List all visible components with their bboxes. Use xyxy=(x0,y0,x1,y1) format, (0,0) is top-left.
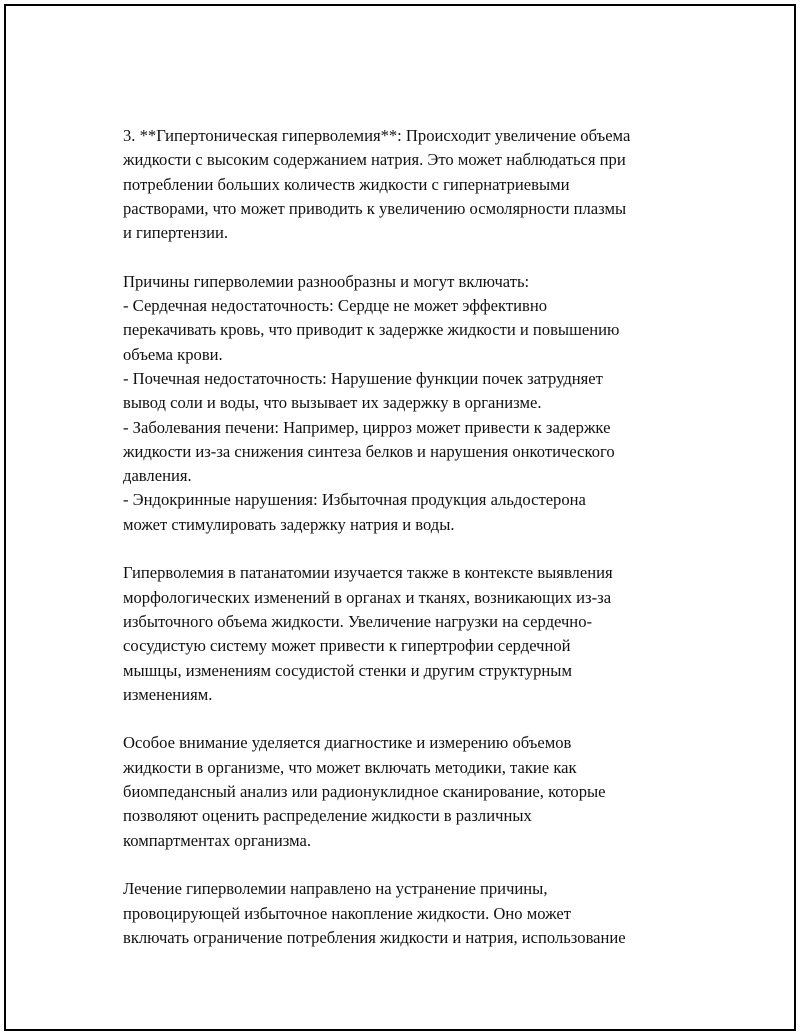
text-line: сосудистую систему может привести к гипертрофии сердечной xyxy=(123,636,571,656)
text-line: давления. xyxy=(123,466,192,486)
paragraph-causes-list xyxy=(123,270,693,537)
list-item-line: - Заболевания печени: Например, цирроз может привести к задержке xyxy=(123,417,611,437)
list-item-line: - Почечная недостаточность: Нарушение функции почек затрудняет xyxy=(123,368,603,388)
text-line: объема крови. xyxy=(123,344,223,364)
text-line: может стимулировать задержку натрия и воды. xyxy=(123,514,455,534)
text-line: Причины гиперволемии разнообразны и могут включать: xyxy=(123,271,530,291)
text-line: Особое внимание уделяется диагностике и измерению объемов xyxy=(123,733,572,753)
paragraph-treatment xyxy=(123,877,693,950)
paragraph-gap xyxy=(123,707,693,731)
text-line: Лечение гиперволемии направлено на устранение причины, xyxy=(123,879,548,899)
paragraph-diagnostics xyxy=(123,731,693,852)
text-line: 3. **Гипертоническая гиперволемия**: Происходит увеличение объема xyxy=(123,126,631,145)
text-line: мышцы, изменениям сосудистой стенки и другим структурным xyxy=(123,660,572,680)
text-line: Гиперволемия в патанатомии изучается также в контексте выявления xyxy=(123,563,613,583)
text-line: жидкости из-за снижения синтеза белков и нарушения онкотического xyxy=(123,441,615,461)
text-line: морфологических изменений в органах и тканях, возникающих из-за xyxy=(123,587,612,607)
text-line: включать ограничение потребления жидкости и натрия, использование xyxy=(123,927,626,947)
document-body xyxy=(123,124,693,950)
paragraph-hypertonic-hypervolemia xyxy=(123,124,693,245)
paragraph-pathanatomy xyxy=(123,561,693,707)
text-line: компартментах организма. xyxy=(123,830,312,850)
text-line: провоцирующей избыточное накопление жидкости. Оно может xyxy=(123,903,571,923)
text-line: жидкости с высоким содержанием натрия. Это может наблюдаться при xyxy=(123,150,626,170)
text-line: растворами, что может приводить к увеличению осмолярности плазмы xyxy=(123,198,627,218)
text-line: перекачивать кровь, что приводит к задержке жидкости и повышению xyxy=(123,320,620,340)
text-line: избыточного объема жидкости. Увеличение нагрузки на сердечно- xyxy=(123,611,593,631)
text-line: и гипертензии. xyxy=(123,223,228,243)
list-item-line: - Сердечная недостаточность: Сердце не может эффективно xyxy=(123,296,547,316)
text-line: жидкости в организме, что может включать методики, такие как xyxy=(123,757,577,777)
page-frame xyxy=(4,4,796,1031)
text-line: изменениям. xyxy=(123,684,213,704)
list-item-line: - Эндокринные нарушения: Избыточная продукция альдостерона xyxy=(123,490,586,510)
text-line: вывод соли и воды, что вызывает их задержку в организме. xyxy=(123,393,542,413)
paragraph-gap xyxy=(123,853,693,877)
paragraph-gap xyxy=(123,245,693,269)
paragraph-gap xyxy=(123,537,693,561)
text-line: позволяют оценить распределение жидкости в различных xyxy=(123,806,532,826)
text-line: потреблении больших количеств жидкости с гипернатриевыми xyxy=(123,174,570,194)
text-line: биомпедансный анализ или радионуклидное сканирование, которые xyxy=(123,782,606,802)
